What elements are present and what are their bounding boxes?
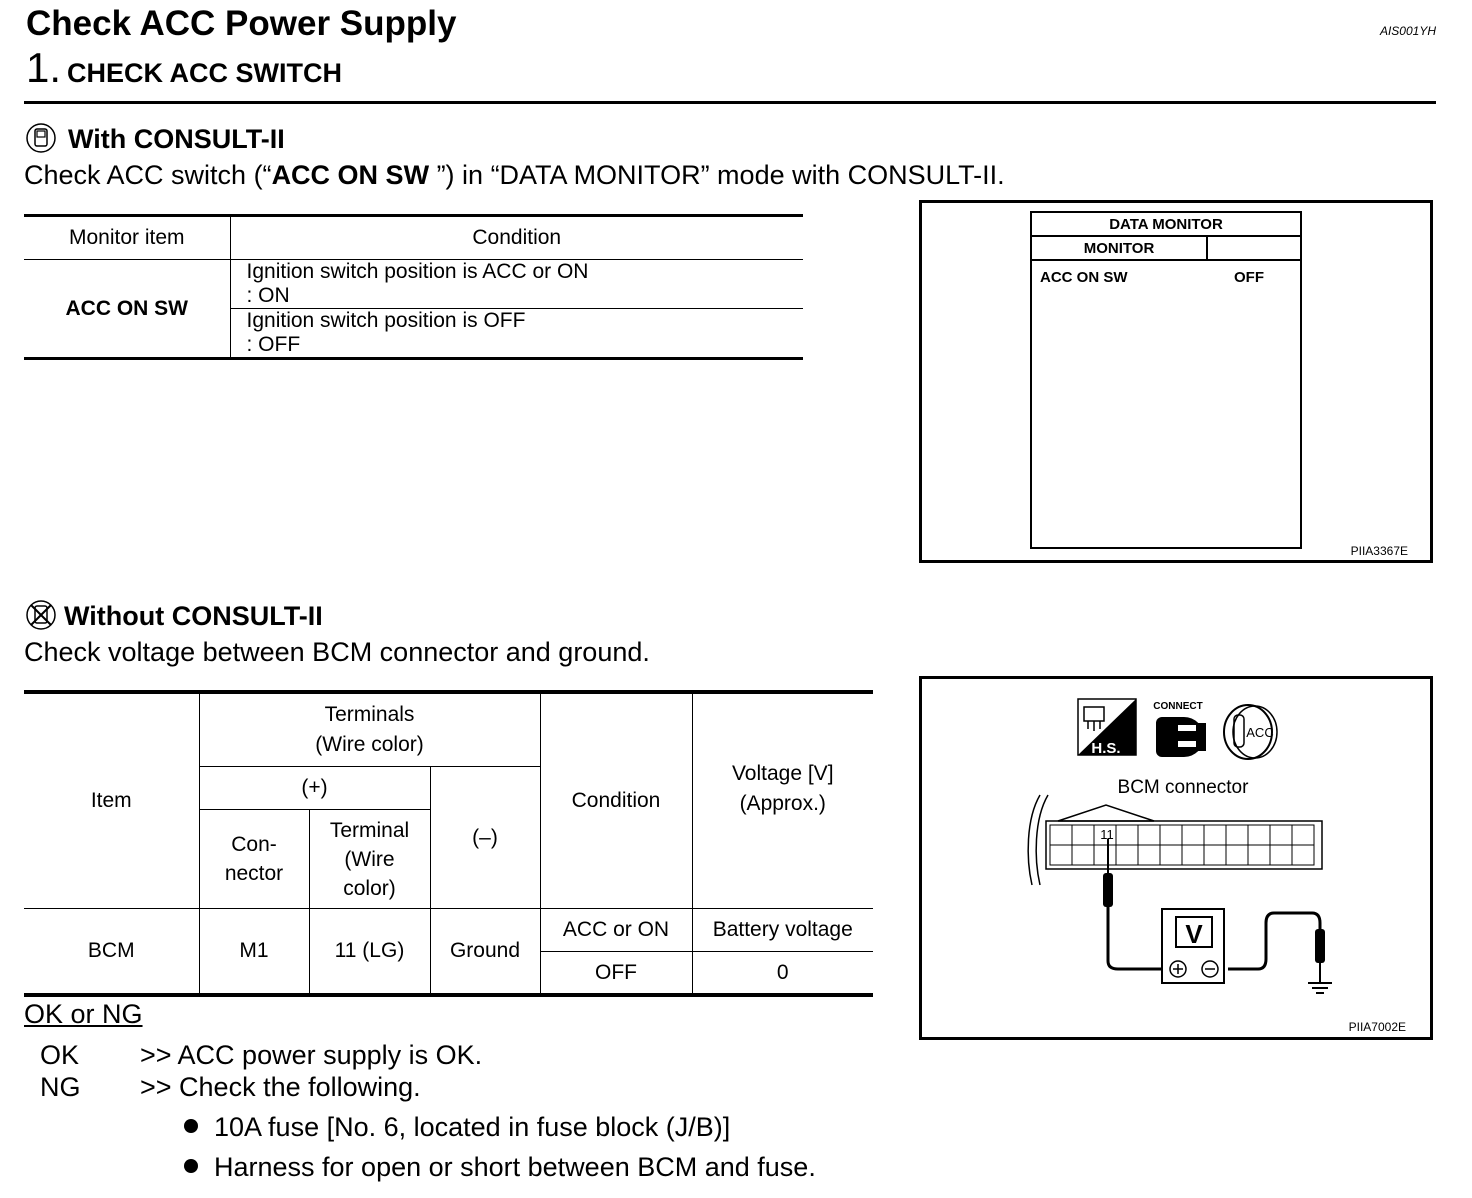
terminal-cell: 11 (LG) bbox=[309, 909, 430, 996]
voltage-label: Voltage [V] bbox=[731, 762, 834, 785]
connector-pin bbox=[1138, 845, 1160, 865]
voltage-table bbox=[24, 690, 873, 997]
data-monitor-screen bbox=[1030, 211, 1302, 549]
connector-header bbox=[199, 810, 309, 909]
connector-pin bbox=[1270, 825, 1292, 845]
monitor-item-name: ACC ON SW bbox=[1040, 269, 1128, 286]
figure-id: PIIA7002E bbox=[1348, 1020, 1406, 1034]
ok-key: OK bbox=[40, 1040, 80, 1070]
condition-text: Ignition switch position is OFF bbox=[246, 309, 526, 332]
terminal-label: Terminal bbox=[329, 818, 410, 842]
without-consult-instruction: Check voltage between BCM connector and ground. bbox=[24, 637, 650, 667]
acc-label: ACC bbox=[1246, 725, 1274, 740]
bcm-connector-figure bbox=[919, 676, 1433, 1040]
connector-pin bbox=[1050, 845, 1072, 865]
connector-pin bbox=[1226, 845, 1248, 865]
connector-pin bbox=[1226, 825, 1248, 845]
instruction-part: ”) in “DATA MONITOR” mode with CONSULT-II. bbox=[429, 160, 1005, 190]
terminal-11-label: 11 bbox=[1100, 827, 1114, 842]
condition-cell: ACC or ON bbox=[540, 909, 692, 952]
check-item bbox=[184, 1112, 730, 1143]
without-consult-heading bbox=[24, 601, 323, 638]
voltage-cell: Battery voltage bbox=[692, 909, 873, 952]
bullet-icon bbox=[184, 1119, 198, 1133]
connector-pin bbox=[1248, 825, 1270, 845]
connector-pin bbox=[1138, 825, 1160, 845]
without-consult-heading-text: Without CONSULT-II bbox=[64, 601, 323, 631]
terminals-header bbox=[199, 692, 540, 767]
condition-cell: OFF bbox=[540, 952, 692, 996]
connector-pin bbox=[1050, 825, 1072, 845]
bcm-connector bbox=[1028, 795, 1322, 885]
terminals-label: Terminals bbox=[324, 703, 415, 726]
connector-cell: M1 bbox=[199, 909, 309, 996]
monitor-item-cell: ACC ON SW bbox=[24, 260, 230, 359]
monitor-label: MONITOR bbox=[1032, 237, 1208, 259]
monitor-table bbox=[24, 214, 803, 360]
header-rule bbox=[24, 101, 1436, 104]
connector-pin bbox=[1248, 845, 1270, 865]
terminal-header bbox=[309, 810, 430, 909]
connector-label: nector bbox=[224, 862, 284, 885]
figure-id: PIIA3367E bbox=[1350, 544, 1408, 558]
monitor-item-header: Monitor item bbox=[24, 216, 230, 260]
connector-pin bbox=[1292, 825, 1314, 845]
condition-text: Ignition switch position is ACC or ON bbox=[246, 260, 589, 283]
terminal-label: (Wire bbox=[344, 847, 395, 871]
check-item-text: 10A fuse [No. 6, located in fuse block (J/B)] bbox=[214, 1112, 731, 1142]
connector-pin bbox=[1270, 845, 1292, 865]
connector-pin bbox=[1072, 825, 1094, 845]
bullet-icon bbox=[184, 1159, 198, 1173]
result-heading: OK or NG bbox=[24, 999, 143, 1029]
page-title: Check ACC Power Supply bbox=[26, 4, 457, 43]
data-monitor-figure bbox=[919, 200, 1433, 563]
connector-pin bbox=[1116, 825, 1138, 845]
condition-cell bbox=[230, 309, 803, 359]
bcm-connector-label: BCM connector bbox=[1117, 777, 1249, 798]
meter-label: V bbox=[1185, 919, 1203, 949]
voltage-header bbox=[692, 692, 873, 909]
connect-label: CONNECT bbox=[1153, 701, 1203, 712]
data-monitor-subheader bbox=[1032, 237, 1300, 261]
plus-header: (+) bbox=[199, 767, 430, 810]
ok-result: >> ACC power supply is OK. bbox=[140, 1040, 483, 1070]
connector-pin bbox=[1094, 845, 1116, 865]
condition-header: Condition bbox=[472, 226, 562, 249]
document-code: AIS001YH bbox=[1379, 24, 1436, 38]
item-cell: BCM bbox=[24, 909, 199, 996]
connector-pin bbox=[1116, 845, 1138, 865]
check-item bbox=[184, 1152, 816, 1183]
approx-label: (Approx.) bbox=[739, 792, 826, 815]
connector-pin bbox=[1292, 845, 1314, 865]
hs-label: H.S. bbox=[1091, 740, 1121, 757]
data-monitor-title: DATA MONITOR bbox=[1032, 213, 1300, 237]
monitor-item-value: OFF bbox=[1234, 269, 1264, 286]
no-consult-tool-icon bbox=[24, 599, 58, 638]
with-consult-heading-text: With CONSULT-II bbox=[68, 124, 285, 154]
connect-icon bbox=[1153, 701, 1206, 757]
connector-pin bbox=[1204, 845, 1226, 865]
step-title: CHECK ACC SWITCH bbox=[67, 58, 343, 88]
terminal-label: color) bbox=[343, 876, 396, 900]
ng-result: >> Check the following. bbox=[140, 1072, 421, 1102]
connector-pin bbox=[1072, 845, 1094, 865]
condition-value: : ON bbox=[246, 284, 290, 307]
item-header: Item bbox=[24, 692, 199, 909]
step-heading bbox=[26, 44, 342, 92]
consult-tool-icon bbox=[24, 122, 58, 161]
connector-pin bbox=[1160, 825, 1182, 845]
condition-cell bbox=[230, 260, 803, 309]
connector-label: Con- bbox=[231, 833, 277, 856]
ng-key: NG bbox=[40, 1072, 81, 1102]
connector-pin bbox=[1204, 825, 1226, 845]
with-consult-heading bbox=[24, 124, 285, 161]
connector-pin bbox=[1182, 845, 1204, 865]
step-number: 1. bbox=[26, 44, 62, 91]
instruction-part: Check ACC switch (“ bbox=[24, 160, 272, 190]
instruction-monitor-item: ACC ON SW bbox=[271, 160, 430, 190]
with-consult-instruction bbox=[24, 160, 1005, 191]
connector-pin bbox=[1160, 845, 1182, 865]
ground-cell: Ground bbox=[430, 909, 540, 996]
check-item-text: Harness for open or short between BCM and fuse. bbox=[214, 1152, 816, 1182]
voltage-cell: 0 bbox=[776, 960, 789, 984]
ignition-acc-icon bbox=[1224, 705, 1277, 759]
wire-color-label: (Wire color) bbox=[315, 733, 424, 756]
harness-side-icon bbox=[1078, 699, 1136, 757]
condition-header: Condition bbox=[540, 692, 692, 909]
connector-pin bbox=[1182, 825, 1204, 845]
connector-pin-grid bbox=[1050, 825, 1314, 865]
minus-header: (–) bbox=[430, 767, 540, 909]
voltmeter bbox=[1162, 909, 1224, 983]
condition-value: : OFF bbox=[246, 333, 301, 356]
